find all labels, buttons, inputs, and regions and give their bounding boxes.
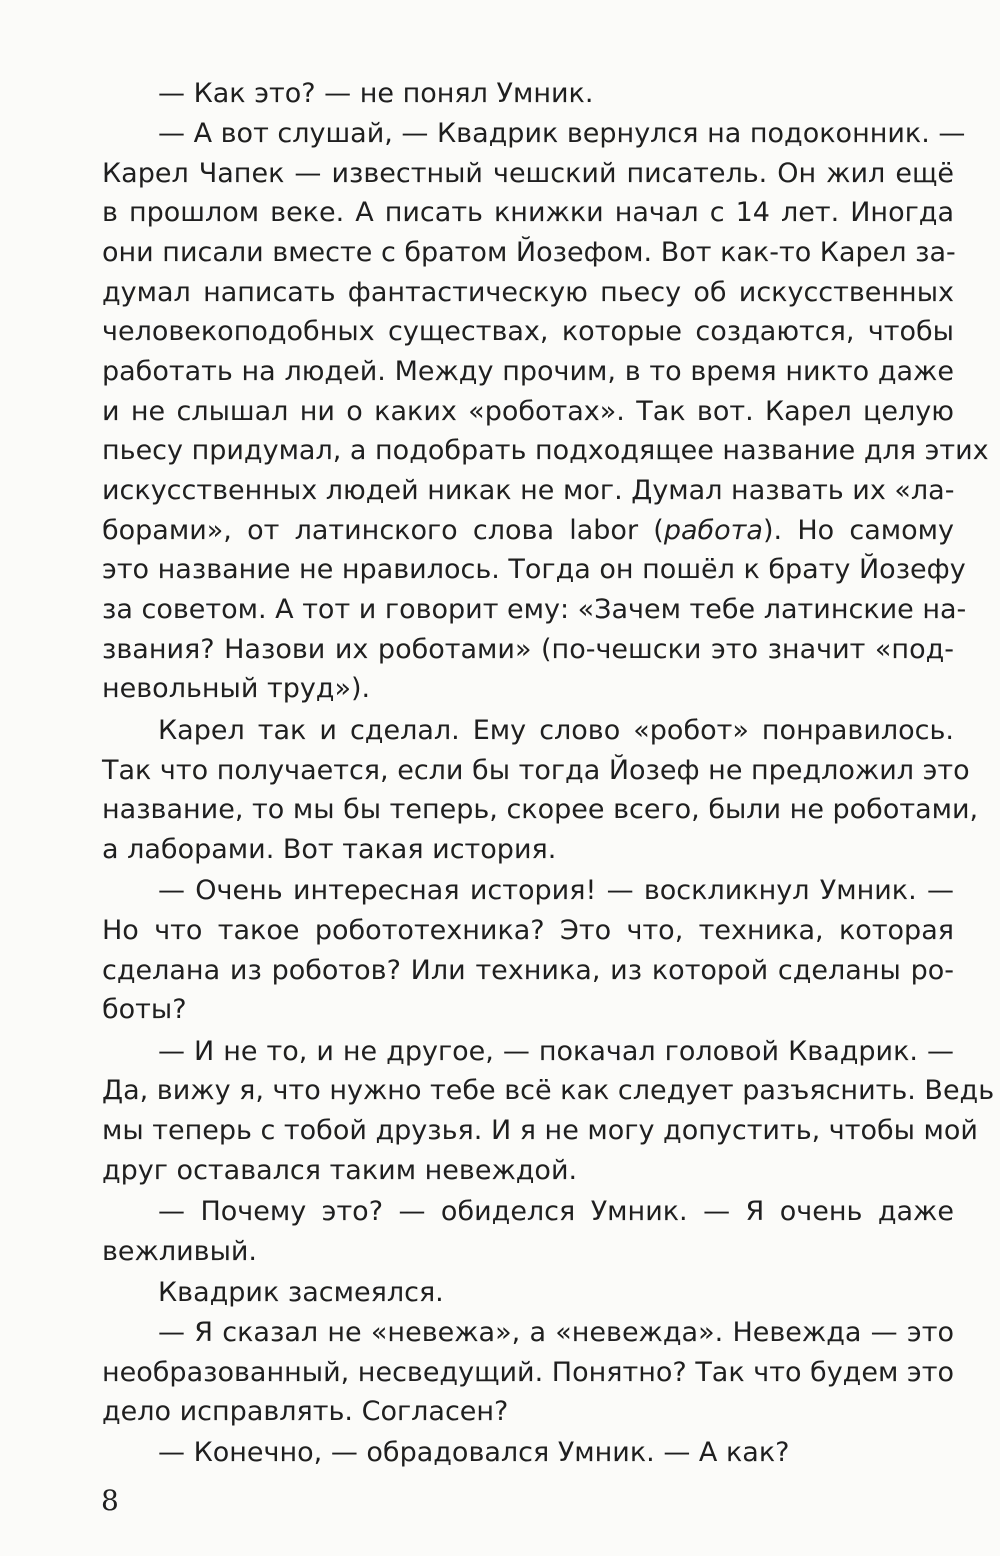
text-line: — Как это? — не понял Умник. — [158, 78, 594, 109]
text-line: борами», от латинского слова labor (работа). Но самому — [102, 515, 955, 546]
text-line: Но что такое робототехника? Это что, техника, которая — [102, 915, 954, 946]
text-line: и не слышал ни о каких «роботах». Так вот. Карел целую — [102, 396, 954, 427]
text-line: Квадрик засмеялся. — [158, 1277, 444, 1308]
text-line: — Конечно, — обрадовался Умник. — А как? — [158, 1437, 790, 1468]
text-line: сделана из роботов? Или техника, из которой сделаны ро- — [102, 955, 954, 986]
text-line: это название не нравилось. Тогда он пошёл к брату Йозефу — [102, 554, 966, 585]
text-line: — А вот слушай, — Квадрик вернулся на подоконник. — — [158, 118, 966, 149]
text-line: необразованный, несведущий. Понятно? Так что будем это — [102, 1357, 954, 1388]
text-line: звания? Назови их роботами» (по-чешски это значит «под- — [102, 634, 954, 665]
text-line: — Я сказал не «невежа», а «невежда». Невежда — это — [158, 1317, 954, 1348]
text-line: в прошлом веке. А писать книжки начал с 14 лет. Иногда — [102, 197, 954, 228]
text-line: пьесу придумал, а подобрать подходящее название для этих — [102, 435, 989, 466]
text-line: работать на людей. Между прочим, в то время никто даже — [102, 356, 954, 387]
text-line: Карел Чапек — известный чешский писатель. Он жил ещё — [102, 158, 954, 189]
text-line: они писали вместе с братом Йозефом. Вот как-то Карел за- — [102, 237, 956, 268]
text-line: искусственных людей никак не мог. Думал назвать их «ла- — [102, 475, 955, 506]
text-line: Так что получается, если бы тогда Йозеф не предложил это — [102, 755, 970, 786]
text-line: человекоподобных существах, которые создаются, чтобы — [102, 316, 954, 347]
text-line: Да, вижу я, что нужно тебе всё как следует разъяснить. Ведь — [102, 1075, 995, 1106]
text-line: думал написать фантастическую пьесу об искусственных — [102, 277, 954, 308]
text-line: друг оставался таким невеждой. — [102, 1155, 578, 1186]
text-line: вежливый. — [102, 1236, 258, 1267]
text-line: Карел так и сделал. Ему слово «робот» понравилось. — [158, 715, 954, 746]
text-line: — Почему это? — обиделся Умник. — Я очень даже — [158, 1196, 954, 1227]
text-line: боты? — [102, 994, 187, 1025]
page-number: 8 — [101, 1484, 119, 1517]
text-line: название, то мы бы теперь, скорее всего, были не роботами, — [102, 794, 979, 825]
text-line: невольный труд»). — [102, 673, 371, 704]
text-line: а лаборами. Вот такая история. — [102, 834, 557, 865]
text-line: — Очень интересная история! — воскликнул Умник. — — [158, 875, 954, 906]
text-line: — И не то, и не другое, — покачал головой Квадрик. — — [158, 1036, 954, 1067]
text-line: мы теперь с тобой друзья. И я не могу допустить, чтобы мой — [102, 1115, 978, 1146]
text-line: за советом. А тот и говорит ему: «Зачем тебе латинские на- — [102, 594, 967, 625]
text-line: дело исправлять. Согласен? — [102, 1396, 509, 1427]
